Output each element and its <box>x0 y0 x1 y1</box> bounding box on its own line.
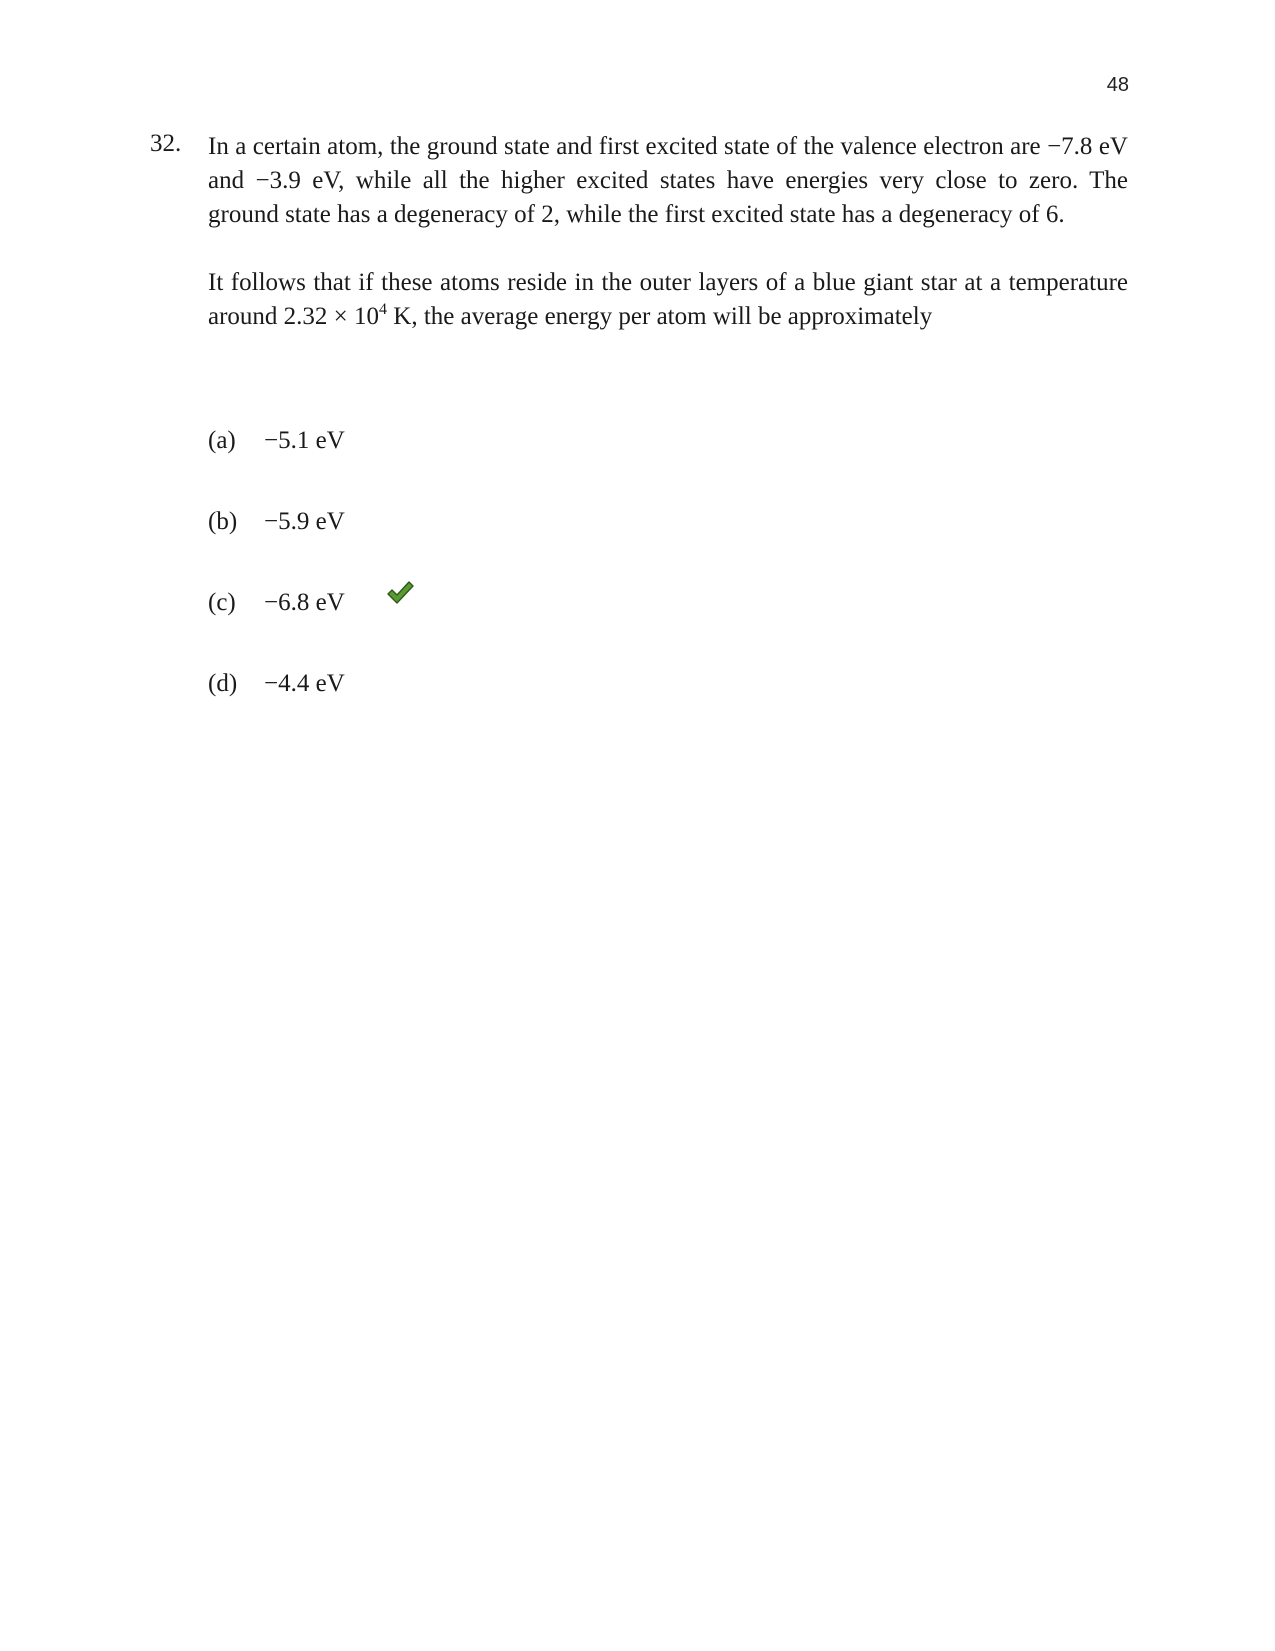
check-icon <box>386 580 414 606</box>
question-paragraph-2-start: It follows that if these atoms reside in the outer layers of a blue giant star at a temperature around 2.32 × 10 <box>208 269 1128 330</box>
page-number: 48 <box>1106 74 1129 96</box>
option-value: −6.8 eV <box>264 589 345 616</box>
option-value: −5.1 eV <box>264 427 345 454</box>
question-paragraph-1: In a certain atom, the ground state and first excited state of the valence electron are −7.8 eV and −3.9 eV, while all the higher excited states have energies very close to zero. The ground state has a degeneracy of 2, while the first excited state has a degeneracy of 6. <box>208 133 1128 228</box>
option-label: (a) <box>208 427 236 454</box>
option-label: (b) <box>208 508 238 535</box>
option-label: (d) <box>208 670 238 697</box>
option-value: −5.9 eV <box>264 508 345 535</box>
temperature-exponent: 4 <box>379 301 388 318</box>
option-value: −4.4 eV <box>264 670 345 697</box>
option-label: (c) <box>208 589 236 616</box>
question-number: 32. <box>150 130 182 157</box>
question-paragraph-2-end: K, the average energy per atom will be approximately <box>387 303 933 330</box>
question-paragraph-2 <box>208 266 1128 334</box>
question-text <box>208 130 1128 334</box>
